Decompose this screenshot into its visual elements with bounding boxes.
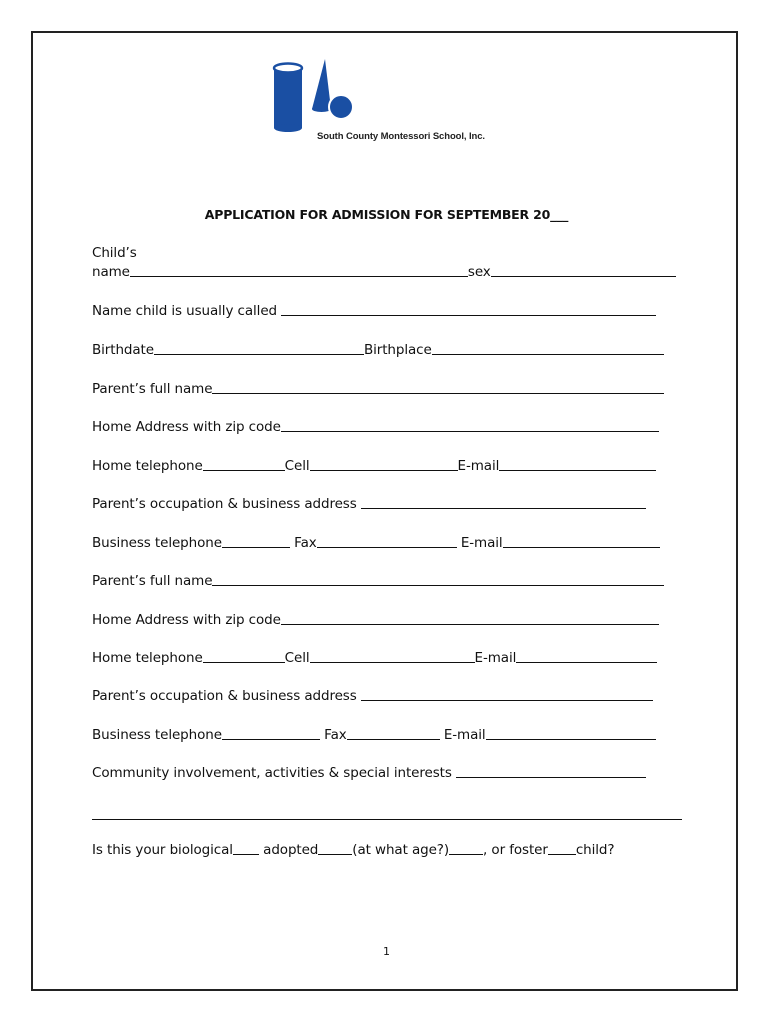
usually-called-row <box>92 303 656 319</box>
parent1-email-label: E-mail <box>457 458 500 474</box>
parent1-full-name-row <box>92 381 664 397</box>
community-row <box>92 765 646 781</box>
cylinder-cone-sphere-logo-icon <box>271 57 371 137</box>
parent1-home-telephone-field[interactable] <box>203 469 285 471</box>
parent2-home-telephone-label: Home telephone <box>92 650 203 666</box>
childs-name-row <box>92 264 676 280</box>
parent2-cell-field[interactable] <box>310 661 475 663</box>
parent2-home-telephone-field[interactable] <box>203 661 285 663</box>
parent2-business-email-label: E-mail <box>443 727 486 743</box>
sex-field[interactable] <box>491 275 676 277</box>
parent1-business-row <box>92 535 660 551</box>
parent2-business-telephone-field[interactable] <box>222 738 320 740</box>
parent1-occupation-label: Parent’s occupation & business address <box>92 496 357 512</box>
childs-name-label-line1: Child’s <box>92 245 137 261</box>
birthplace-label: Birthplace <box>363 342 432 358</box>
parent2-fax-label: Fax <box>324 727 347 743</box>
birth-row <box>92 342 664 358</box>
parent1-business-email-label: E-mail <box>460 535 503 551</box>
birthdate-field[interactable] <box>154 353 364 355</box>
parent2-occupation-row <box>92 688 653 704</box>
usually-called-label: Name child is usually called <box>92 303 278 319</box>
parent2-fax-field[interactable] <box>347 738 440 740</box>
parent1-email-field[interactable] <box>499 469 656 471</box>
parent1-business-telephone-label: Business telephone <box>92 535 222 551</box>
parent2-full-name-label: Parent’s full name <box>92 573 213 589</box>
parent1-business-telephone-field[interactable] <box>222 546 290 548</box>
form-title: APPLICATION FOR ADMISSION FOR SEPTEMBER 20___ <box>204 207 569 222</box>
page-number: 1 <box>383 945 390 958</box>
parent1-fax-label: Fax <box>294 535 317 551</box>
parent1-cell-field[interactable] <box>310 469 458 471</box>
parent2-full-name-row <box>92 573 664 589</box>
parent1-home-address-field[interactable] <box>281 430 659 432</box>
birthdate-label: Birthdate <box>92 342 154 358</box>
parent2-full-name-field[interactable] <box>212 584 664 586</box>
parent2-cell-label: Cell <box>284 650 310 666</box>
community-field-line2[interactable] <box>92 819 682 820</box>
parent1-home-address-label: Home Address with zip code <box>92 419 281 435</box>
parent2-business-row <box>92 727 656 743</box>
parent1-full-name-label: Parent’s full name <box>92 381 213 397</box>
parent2-business-email-field[interactable] <box>486 738 656 740</box>
parent1-occupation-row <box>92 496 646 512</box>
parent2-occupation-field[interactable] <box>361 699 653 701</box>
childs-name-label: name <box>92 264 130 280</box>
parent1-fax-field[interactable] <box>317 546 457 548</box>
school-logo <box>271 57 511 147</box>
childs-name-field[interactable] <box>130 275 468 277</box>
community-label: Community involvement, activities & special interests <box>92 765 452 781</box>
parent2-email-label: E-mail <box>474 650 517 666</box>
child-label: child? <box>575 842 615 858</box>
usually-called-field[interactable] <box>281 314 656 316</box>
school-name: South County Montessori School, Inc. <box>317 131 485 142</box>
parent1-occupation-field[interactable] <box>361 507 646 509</box>
form-page <box>31 31 738 991</box>
adopted-age-label: (at what age?) <box>352 842 450 858</box>
parent1-business-email-field[interactable] <box>503 546 660 548</box>
child-status-row <box>92 842 614 858</box>
adopted-age-field[interactable] <box>449 853 483 855</box>
birthplace-field[interactable] <box>432 353 664 355</box>
sex-label: sex <box>467 264 491 280</box>
parent2-home-address-label: Home Address with zip code <box>92 612 281 628</box>
foster-label: , or foster <box>483 842 548 858</box>
biological-label: Is this your biological <box>92 842 233 858</box>
parent1-full-name-field[interactable] <box>212 392 664 394</box>
parent2-occupation-label: Parent’s occupation & business address <box>92 688 357 704</box>
biological-field[interactable] <box>233 853 259 855</box>
parent2-business-telephone-label: Business telephone <box>92 727 222 743</box>
parent2-home-address-row <box>92 612 659 628</box>
adopted-label: adopted <box>263 842 319 858</box>
parent2-home-address-field[interactable] <box>281 623 659 625</box>
parent2-email-field[interactable] <box>516 661 657 663</box>
parent1-home-address-row <box>92 419 659 435</box>
community-field[interactable] <box>456 776 646 778</box>
adopted-field[interactable] <box>318 853 352 855</box>
parent1-cell-label: Cell <box>284 458 310 474</box>
parent2-phone-row <box>92 650 657 666</box>
foster-field[interactable] <box>548 853 576 855</box>
parent1-phone-row <box>92 458 656 474</box>
parent1-home-telephone-label: Home telephone <box>92 458 203 474</box>
